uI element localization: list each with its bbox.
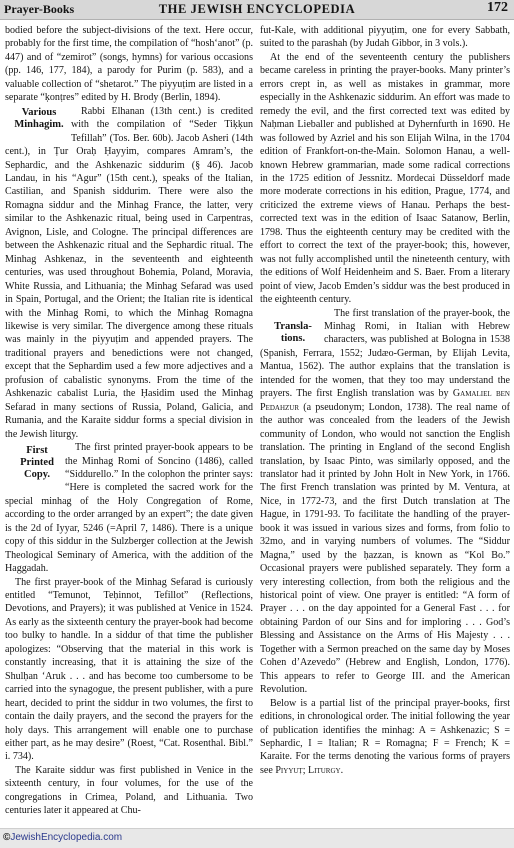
paragraph: The first prayer-book of the Minhag Sefarad is curiously entitled “Temunot, Teḥinnot, Tefillot” (Reflections, Devotions, and Prayers); it was published at Venice in 1524. As early as the sixteenth century the prayer-book had become too bulky to handle. In a siddur of that time the publisher apologizes: “Observing that the material in this work is constantly increasing, that it is attaining the size of the Shulḥan ‘Aruk . . . and has become too cumbersome to be carried into the synagogue, the present publisher, with a pure heart, decided to print the siddur in two volumes, the first to contain the daily prayers, and the second the prayers for the holy days. This arrangement will enable one to purchase either part, as he may desire” (Roest, “Cat. Rosenthal. Bibl.” i. 734).	[5, 576, 253, 763]
paragraph: At the end of the seventeenth century the publishers became careless in printing the prayer-books. Many printer’s errors crept in, as well as mistakes in grammar, more especially in the Ashkenazic siddurim. An effort was made to remedy the evil, and the first corrected text was edited by Naḥman Lieballer and published at Dyhernfurth in 1690. He was followed by Azriel and his son Elijah Wilna, in the 1704 edition of Frankfort-on-the-Main. Solomon Hanau, a well-known Hebrew grammarian, made some radical corrections in the 1725 edition of Jessnitz. Mordecai Düsseldorf made more moderate corrections in his edition, Prague, 1774, and criticized the extreme views of Hanau. Perhaps the best-corrected text was in the edition of Isaac Satanow, Berlin, 1798. Thus the eighteenth century may be credited with the effort to correct the text of the prayer-book; this, however, was not fully accomplished until the nineteenth century, with the editions of Wolf Heidenheim and S. Baer. From a literary point of view, Jacob Emden’s siddur was the best produced in the eighteenth century.	[260, 51, 510, 306]
paragraph: bodied before the subject-divisions of the text. Here occur, probably for the first time, the compilation of “hosh‘anot” (p. 447) and of “zemirot” (songs, hymns) for various occasions (pp. 146, 177, 184), a parody for Purim (p. 583), and a valuable collection of “shetarot.” The piyyuṭim are listed in a separate “ḳonṭres” edited by H. Brody (Berlin, 1894).	[5, 25, 253, 104]
paragraph: Below is a partial list of the principal prayer-books, first editions, in chronological order. The initial following the year of publication identifies the minhag: A = Ashkenazic; S = Sephardic, I = Italian; R = Romagna; F = French; K = Karaite. For the terms denoting the various forms of prayers see Piyyuṭ; Liturgy.	[260, 697, 510, 776]
margin-heading-translations: Transla- tions.	[274, 320, 312, 344]
see-also-links[interactable]: Piyyuṭ; Liturgy.	[275, 764, 344, 776]
paragraph: fut-Kale, with additional piyyuṭim, one for every Sabbath, suited to the parashah (by Judah Gibbor, in 3 vols.).	[260, 25, 510, 50]
page-header	[0, 0, 514, 20]
cross-reference-link[interactable]: Gamaliel ben Pedahzur	[260, 388, 510, 413]
margin-heading-various-minhagim: Various Minhagim.	[14, 106, 64, 130]
encyclopedia-title: THE JEWISH ENCYCLOPEDIA	[158, 2, 356, 16]
paragraph: The Karaite siddur was first published in Venice in the sixteenth century, in four volumes, for the use of the congregations in Crimea, Poland, and Lithuania. Two centuries later it appeared at Chu-	[5, 764, 253, 817]
site-name: JewishEncyclopedia.com	[10, 832, 123, 843]
copyright-icon: ©	[3, 832, 11, 843]
page-number: 172	[487, 0, 508, 15]
paragraph: Transla- tions. The first translation of the prayer-book, the Minhag Romi, in Italian with Hebrew characters, was published at Bologna in 1538 (Spanish, Ferrara, 1552; Judæo-German, by Elijah Levita, Mantua, 1562). The author explains that the translation is intended for the women, that they too may understand the prayers. The first English translation was by Gamaliel ben Pedahzur (a pseudonym; London, 1738). The real name of the author was concealed from the leaders of the Jewish community of London, who would not sanction the English translation. The printing in England of the second English translation, by Isaac Pinto, was similarly opposed, and the translator had it printed by John Holt in New York, in 1766. The first French translation was printed by M. Ventura, at Nice, in 1772-73, and the first Dutch translation at The Hague, in 1791-93. To facilitate the handling of the prayer-book it was issued in various sizes and forms, from folio to 32mo, and in varying numbers of volumes. The “Siddur Magna,” used by the ḥazzan, is known as “Kol Bo.” Occasional prayers were published separately. They form a very interesting collection, from both the religious and the historical point of view. One prayer is entitled: “A form of Prayer . . . on the day appointed for a General Fast . . . for obtaining Pardon of our Sins and for imploring . . . God’s Blessing and Assistance on the Arms of His Majesty . . . Together with a Sermon preached on the same day by Moses Cohen d’Azevedo” (Hebrew and English, London, 1776). This appears to refer to George III. and the American Revolution.	[260, 307, 510, 696]
section-title: Prayer-Books	[4, 2, 75, 16]
left-column	[5, 24, 253, 829]
paragraph: Various Minhagim. Rabbi Elhanan (13th cent.) is credited with the compilation of “Seder Tiḳḳun Tefillah” (Tos. Ber. 60b). Jacob Asheri (14th cent.), in Ṭur Oraḥ Ḥayyim, compares Amram’s, the Sephardic, and the Ashkenazic siddurim (§ 46). Jacob Landau, in his “Agur” (15th cent.), speaks of the Italian, Castilian, and Spanish siddurim. There were also the Romagna siddur and the Minhag France, the latter, very similar to the Ashkenazic ritual, being used in Carpentras, Avignon, Lisle, and Cologne. The principal differences are between the Ashkenazic ritual and the Sephardic ritual. The Minhag Ashkenaz, in the seventeenth and eighteenth centuries, was used throughout Bohemia, Poland, Moravia, White Russia, and Lithuania; the Minhag Sefarad was used in Spain, Portugal, and the Orient; the Italian rite is identical with the Minhag Romi, to which the Minhag Romagna likewise is very similar. The divergence among these rituals was mainly in the piyyuṭim and appended prayers. The traditional prayers and benedictions were not changed, except that the Sephardim used a few more adjectives and a profusion of cabalistic synonyms. From the time of the Ashkenazic cabalist Luria, the Ḥasidim used the Minhag Sefarad in many sections of Russia, Poland, Galicia, and Rumania, and the Karaite siddur forms a special division in the Jewish liturgy.	[5, 105, 253, 440]
paragraph: First Printed Copy. The first printed prayer-book appears to be the Minhag Romi of Soncino (1486), called “Siddurello.” In the colophon the printer says: “Here is completed the sacred work for the special minhag of the Holy Congregation of Rome, according to the order arranged by an expert”; the date given is the 2d of Iyyar, 5246 (=April 7, 1486). There is a unique copy of this siddur in the Sulzberger collection at the Jewish Theological Seminary of America, with the addition of the Haggadah.	[5, 442, 253, 575]
margin-heading-first-printed-copy: First Printed Copy.	[20, 445, 54, 481]
right-column	[260, 24, 510, 829]
site-logo[interactable]	[3, 832, 122, 843]
page-footer	[0, 828, 514, 848]
